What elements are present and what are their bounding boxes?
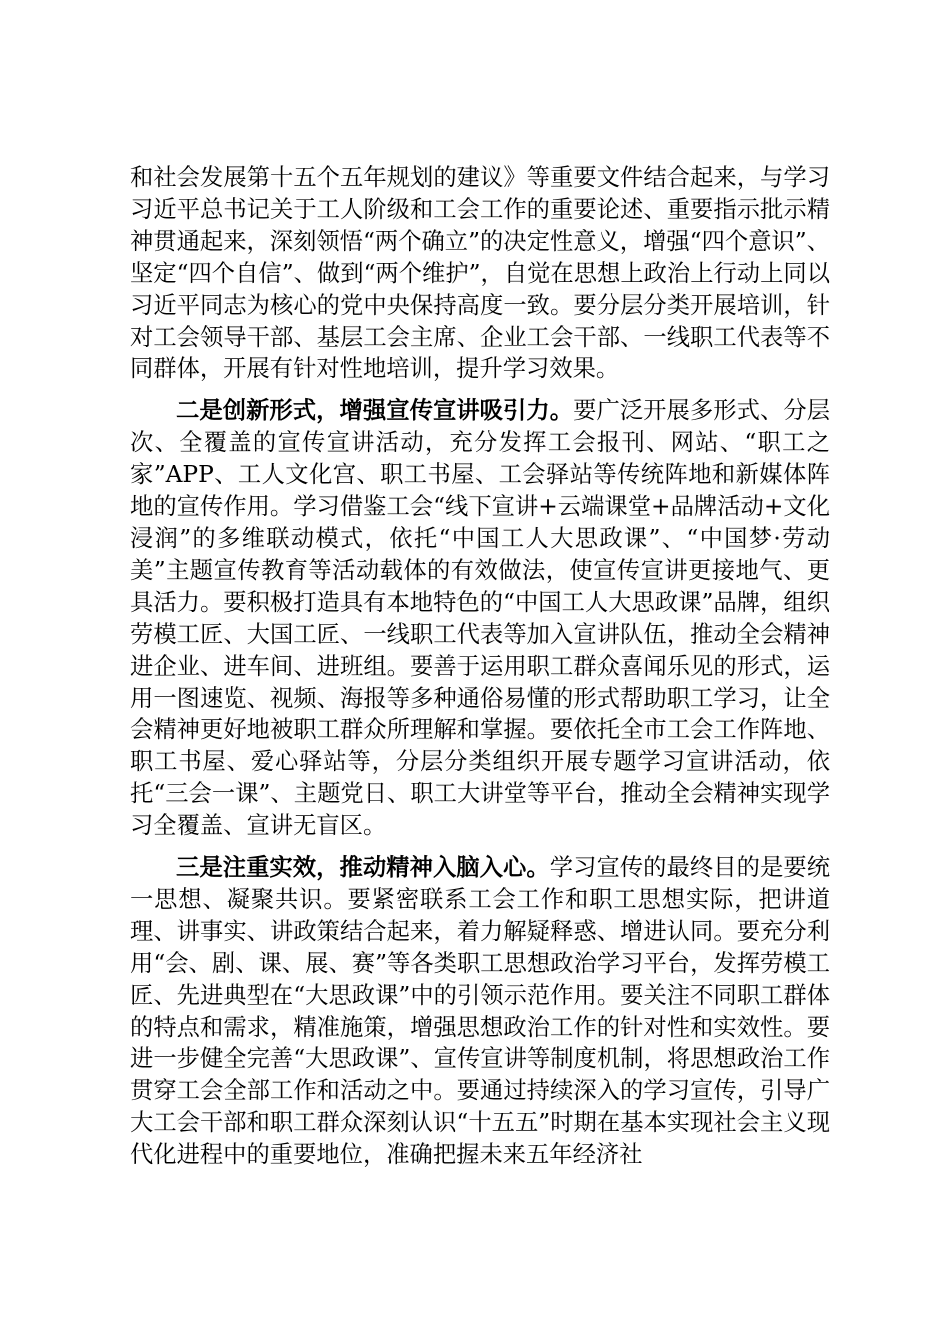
paragraph-2 (130, 395, 830, 842)
paragraph-2-lead: 二是创新形式，增强宣传宣讲吸引力。 (176, 397, 574, 425)
paragraph-3-body: 学习宣传的最终目的是要统一思想、凝聚共识。要紧密联系工会工作和职工思想实际，把讲道理、讲事实、讲政策结合起来，着力解疑释惑、增进认同。要充分利用“会、剧、课、展、赛”等各类职工思想政治学习平台，发挥劳模工匠、先进典型在“大思政课”中的引领示范作用。要关注不同职工群体的特点和需求，精准施策，增强思想政治工作的针对性和实效性。要进一步健全完善“大思政课”、宣传宣讲等制度机制，将思想政治工作贯穿工会全部工作和活动之中。要通过持续深入的学习宣传，引导广大工会干部和职工群众深刻认识“十五五”时期在基本实现社会主义现代化进程中的重要地位，准确把握未来五年经济社 (130, 854, 830, 1169)
document-body (130, 162, 830, 1181)
paragraph-1: 和社会发展第十五个五年规划的建议》等重要文件结合起来，与学习习近平总书记关于工人阶级和工会工作的重要论述、重要指示批示精神贯通起来，深刻领悟“两个确立”的决定性意义，增强“四个意识”、坚定“四个自信”、做到“两个维护”，自觉在思想上政治上行动上同以习近平同志为核心的党中央保持高度一致。要分层分类开展培训，针对工会领导干部、基层工会主席、企业工会干部、一线职工代表等不同群体，开展有针对性地培训，提升学习效果。 (130, 164, 830, 383)
paragraph-3-lead: 三是注重实效，推动精神入脑入心。 (176, 854, 550, 882)
paragraph-3 (130, 852, 830, 1171)
paragraph-2-body: 要广泛开展多形式、分层次、全覆盖的宣传宣讲活动，充分发挥工会报刊、网站、“职工之家”APP、工人文化宫、职工书屋、工会驿站等传统阵地和新媒体阵地的宣传作用。学习借鉴工会“线下宣讲+云端课堂+品牌活动+文化浸润”的多维联动模式，依托“中国工人大思政课”、“中国梦·劳动美”主题宣传教育等活动载体的有效做法，使宣传宣讲更接地气、更具活力。要积极打造具有本地特色的“中国工人大思政课”品牌，组织劳模工匠、大国工匠、一线职工代表等加入宣讲队伍，推动全会精神进企业、进车间、进班组。要善于运用职工群众喜闻乐见的形式，运用一图速览、视频、海报等多种通俗易懂的形式帮助职工学习，让全会精神更好地被职工群众所理解和掌握。要依托全市工会工作阵地、职工书屋、爱心驿站等，分层分类组织开展专题学习宣讲活动，依托“三会一课”、主题党日、职工大讲堂等平台，推动全会精神实现学习全覆盖、宣讲无盲区。 (130, 397, 830, 840)
